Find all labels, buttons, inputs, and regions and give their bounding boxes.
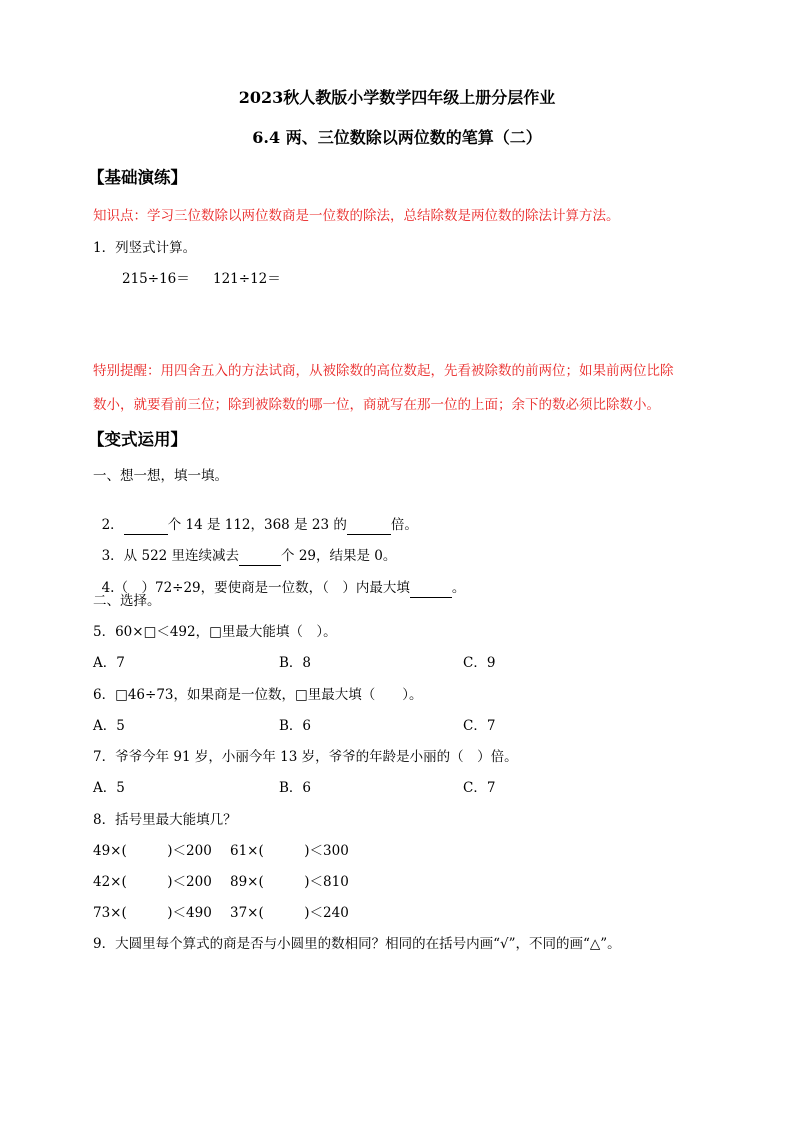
question-6-option-a[interactable]: A．5 <box>93 718 125 734</box>
special-reminder-line-2: 数小，就要看前三位；除到被除数的哪一位，商就写在那一位的上面；余下的数必须比除数小。 <box>93 397 660 413</box>
question-9: 9．大圆里每个算式的商是否与小圆里的数相同？相同的在括号内画“√”，不同的画“△”。 <box>93 936 621 952</box>
question-4: 4.（ ）72÷29，要使商是一位数，（ ）内最大填 。 <box>101 580 466 596</box>
section-basic-heading: 【基础演练】 <box>88 168 187 187</box>
question-1-expression-1: 215÷16＝ <box>122 271 190 287</box>
question-3: 3．从 522 里连续减去 个 29，结果是 0。 <box>101 548 397 564</box>
question-5: 5．60×□＜492，□里最大能填（ ）。 <box>93 624 337 640</box>
question-1-expression-2: 121÷12＝ <box>213 271 281 287</box>
question-7-option-a[interactable]: A．5 <box>93 780 125 796</box>
question-5-option-b[interactable]: B．8 <box>279 655 312 671</box>
question-1: 1．列竖式计算。 <box>93 240 197 256</box>
question-8-item: 61×( )＜300 <box>230 843 349 859</box>
question-6: 6．□46÷73，如果商是一位数，□里最大填（ ）。 <box>93 687 423 703</box>
part-2-heading: 二、选择。 <box>93 593 161 609</box>
question-5-option-a[interactable]: A．7 <box>93 655 125 671</box>
question-7-option-b[interactable]: B．6 <box>279 780 312 796</box>
question-7: 7．爷爷今年 91 岁，小丽今年 13 岁，爷爷的年龄是小丽的（ ）倍。 <box>93 749 518 765</box>
question-8-item: 89×( )＜810 <box>230 874 349 890</box>
question-7-option-c[interactable]: C．7 <box>463 780 496 796</box>
page-subtitle: 6.4 两、三位数除以两位数的笔算（二） <box>252 128 542 147</box>
question-8-item: 73×( )＜490 <box>93 905 212 921</box>
question-4-blank[interactable] <box>410 579 452 598</box>
section-variant-heading: 【变式运用】 <box>88 430 187 449</box>
knowledge-point: 知识点：学习三位数除以两位数商是一位数的除法，总结除数是两位数的除法计算方法。 <box>93 208 620 224</box>
question-8-item: 49×( )＜200 <box>93 843 212 859</box>
question-8: 8．括号里最大能填几？ <box>93 812 237 828</box>
question-6-option-b[interactable]: B．6 <box>279 718 312 734</box>
question-2: 2． 个 14 是 112，368 是 23 的 倍。 <box>101 517 418 533</box>
special-reminder-line-1: 特别提醒：用四舍五入的方法试商，从被除数的高位数起，先看被除数的前两位；如果前两位比除 <box>93 363 674 379</box>
page-title: 2023秋人教版小学数学四年级上册分层作业 <box>238 88 556 107</box>
question-6-option-c[interactable]: C．7 <box>463 718 496 734</box>
question-8-item: 37×( )＜240 <box>230 905 349 921</box>
part-1-heading: 一、想一想，填一填。 <box>93 468 228 484</box>
question-8-item: 42×( )＜200 <box>93 874 212 890</box>
question-5-option-c[interactable]: C．9 <box>463 655 496 671</box>
